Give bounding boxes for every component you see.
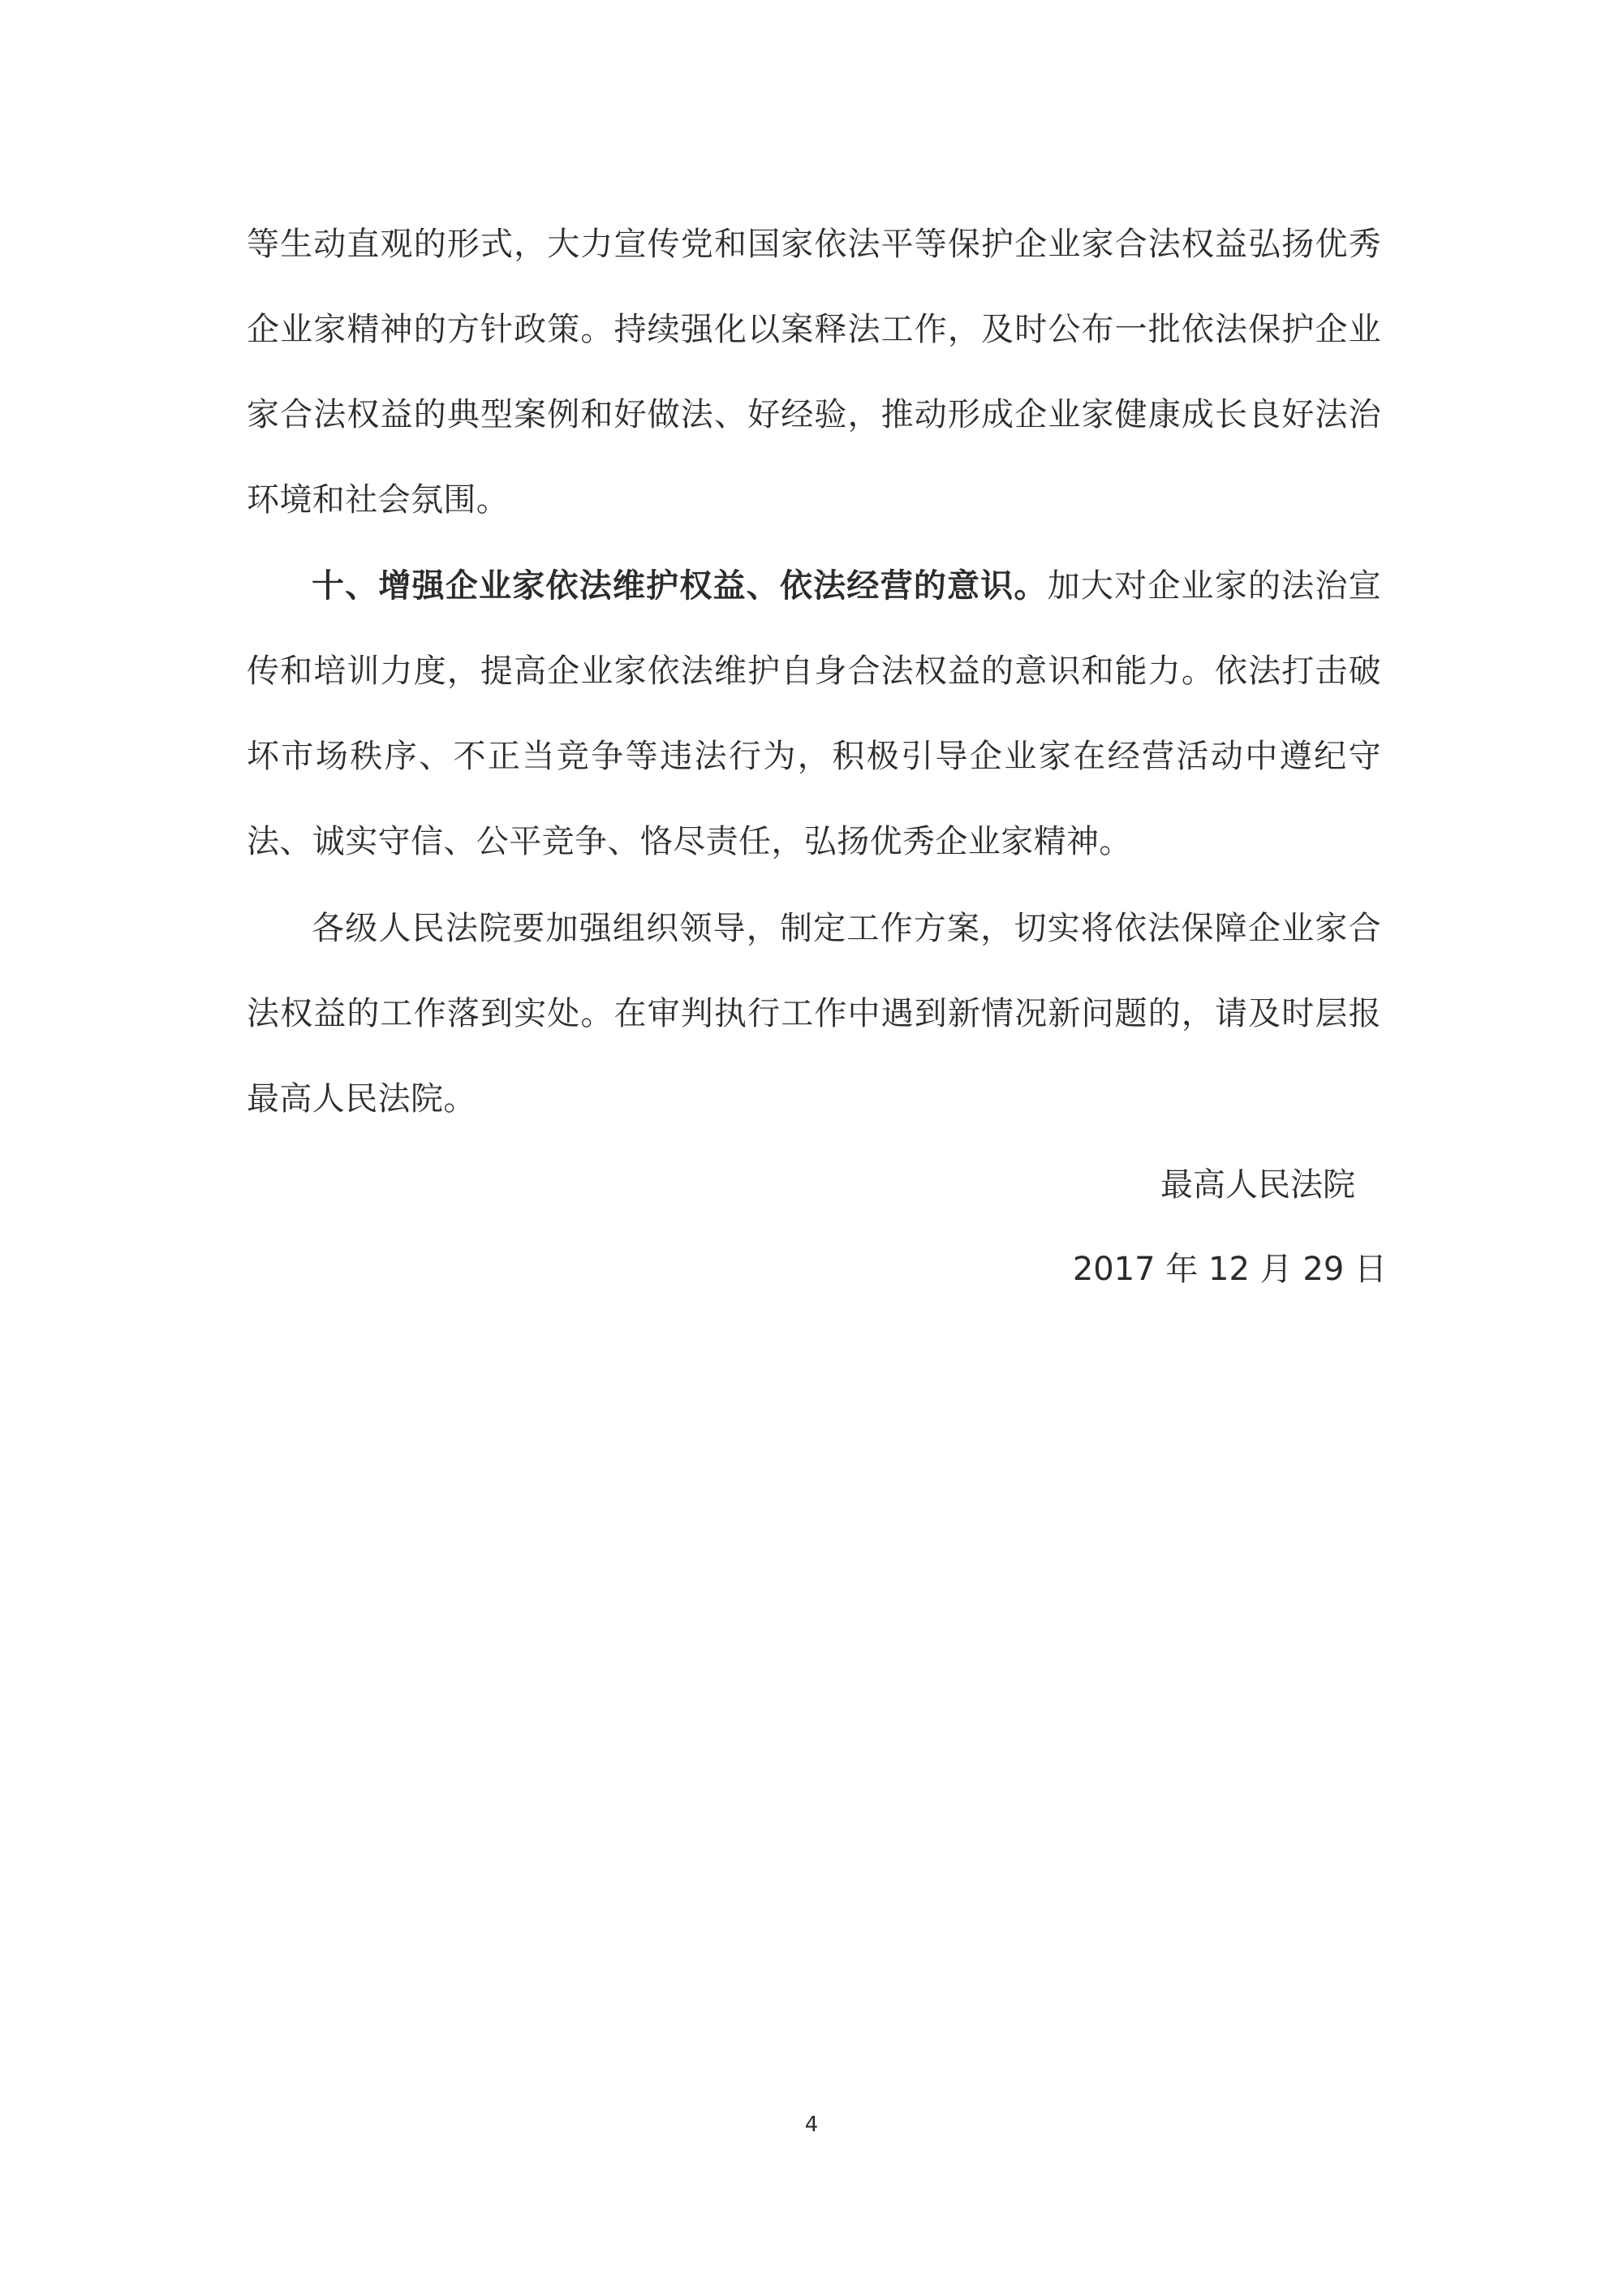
paragraph-section-ten: [247, 544, 1381, 885]
section-ten-heading: 十、增强企业家依法维护权益、依法经营的意识。: [312, 567, 1048, 605]
issue-date: 2017 年 12 月 29 日: [1072, 1251, 1387, 1288]
paragraph-closing-instruction: 各级人民法院要加强组织领导，制定工作方案，切实将依法保障企业家合法权益的工作落到实处。在审判执行工作中遇到新情况新问题的，请及时层报最高人民法院。: [247, 910, 1381, 1118]
page-number: 4: [804, 2113, 819, 2137]
section-ten-body: 加大对企业家的法治宣传和培训力度，提高企业家依法维护自身合法权益的意识和能力。依法打击破坏市场秩序、不正当竞争等违法行为，积极引导企业家在经营活动中遵纪守法、诚实守信、公平竞争、恪尽责任，弘扬优秀企业家精神。: [247, 567, 1381, 860]
issuer-signature: 最高人民法院: [1160, 1166, 1355, 1204]
paragraph-publicity: 等生动直观的形式，大力宣传党和国家依法平等保护企业家合法权益弘扬优秀企业家精神的方针政策。持续强化以案释法工作，及时公布一批依法保护企业家合法权益的典型案例和好做法、好经验，推动形成企业家健康成长良好法治环境和社会氛围。: [247, 226, 1381, 519]
